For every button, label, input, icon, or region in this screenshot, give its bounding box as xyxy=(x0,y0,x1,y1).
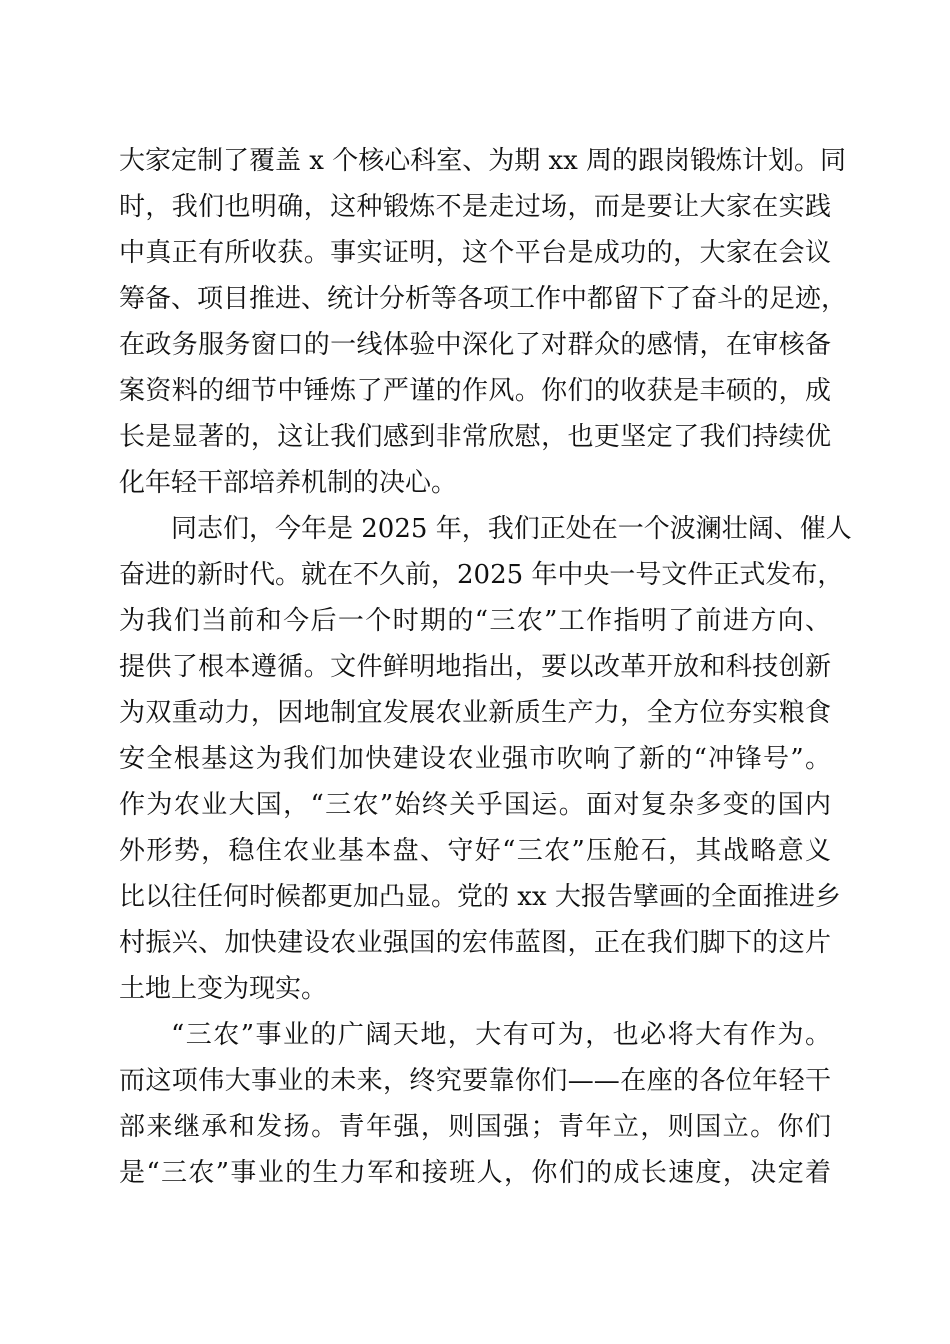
paragraph-first-line: 同志们，今年是 2025 年，我们正处在一个波澜壮阔、催人 xyxy=(171,514,852,544)
text-line: 是“三农”事业的生力军和接班人，你们的成长速度，决定着 xyxy=(119,1158,831,1188)
text-line: 土地上变为现实。 xyxy=(119,974,328,1004)
text-line: 比以往任何时候都更加凸显。党的 xx 大报告擘画的全面推进乡 xyxy=(119,882,841,912)
text-line: 为双重动力，因地制宜发展农业新质生产力，全方位夯实粮食 xyxy=(119,698,831,728)
text-line: 奋进的新时代。就在不久前，2025 年中央一号文件正式发布， xyxy=(119,560,844,590)
text-line: 大家定制了覆盖 x 个核心科室、为期 xx 周的跟岗锻炼计划。同 xyxy=(119,146,847,176)
text-line: 时，我们也明确，这种锻炼不是走过场，而是要让大家在实践 xyxy=(119,192,831,222)
text-line: 中真正有所收获。事实证明，这个平台是成功的，大家在会议 xyxy=(119,238,831,268)
text-line: 外形势，稳住农业基本盘、守好“三农”压舱石，其战略意义 xyxy=(119,836,831,866)
text-line: 在政务服务窗口的一线体验中深化了对群众的感情，在审核备 xyxy=(119,330,831,360)
text-line: 而这项伟大事业的未来，终究要靠你们——在座的各位年轻干 xyxy=(119,1066,831,1096)
text-line: 化年轻干部培养机制的决心。 xyxy=(119,468,458,498)
text-line: 村振兴、加快建设农业强国的宏伟蓝图，正在我们脚下的这片 xyxy=(119,928,831,958)
text-line: 作为农业大国，“三农”始终关乎国运。面对复杂多变的国内 xyxy=(119,790,831,820)
text-line: 案资料的细节中锤炼了严谨的作风。你们的收获是丰硕的，成 xyxy=(119,376,831,406)
text-line: 长是显著的，这让我们感到非常欣慰，也更坚定了我们持续优 xyxy=(119,422,831,452)
text-line: 为我们当前和今后一个时期的“三农”工作指明了前进方向、 xyxy=(119,606,831,636)
text-line: 筹备、项目推进、统计分析等各项工作中都留下了奋斗的足迹， xyxy=(119,284,848,314)
text-line: 部来继承和发扬。青年强，则国强；青年立，则国立。你们 xyxy=(119,1112,831,1142)
text-line: 提供了根本遵循。文件鲜明地指出，要以改革开放和科技创新 xyxy=(119,652,831,682)
text-line: 安全根基这为我们加快建设农业强市吹响了新的“冲锋号”。 xyxy=(119,744,831,774)
paragraph-first-line: “三农”事业的广阔天地，大有可为，也必将大有作为。 xyxy=(171,1020,831,1050)
